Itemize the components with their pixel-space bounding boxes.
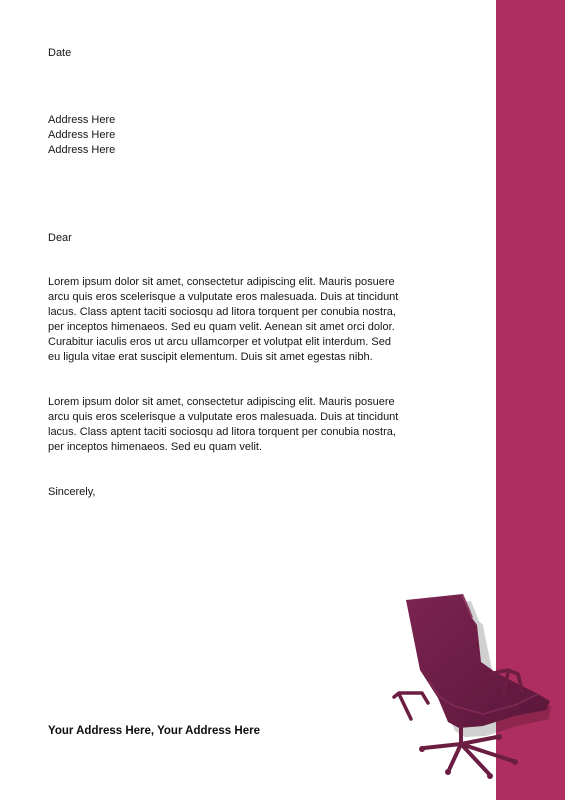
footer-address: Your Address Here, Your Address Here	[48, 725, 260, 737]
closing-line: Sincerely,	[48, 486, 96, 498]
greeting: Dear	[48, 232, 72, 244]
office-chair-icon	[386, 590, 556, 795]
date-line: Date	[48, 47, 72, 59]
chair-body	[406, 594, 550, 728]
address-line: Address Here	[48, 144, 116, 156]
address-line: Address Here	[48, 114, 116, 126]
recipient-address-block	[48, 113, 400, 158]
address-line: Address Here	[48, 129, 116, 141]
body-paragraph: Lorem ipsum dolor sit amet, consectetur adipiscing elit. Mauris posuere arcu quis eros scelerisque a vulputate eros malesuada. Duis at tincidunt lacus. Class aptent taciti sociosqu ad litora torquent per conubia nostra, per inceptos himenaeos. Sed eu quam velit.	[48, 396, 399, 453]
body-paragraph: Lorem ipsum dolor sit amet, consectetur adipiscing elit. Mauris posuere arcu quis eros scelerisque a vulputate eros malesuada. Duis at tincidunt lacus. Class aptent taciti sociosqu ad litora torquent per conubia nostra, per inceptos himenaeos. Sed eu quam velit. Aenean sit amet orci dolor. Curabitur iaculis eros ut arcu ullamcorper et volutpat elit interdum. Sed eu ligula vitae erat suscipit elementum. Duis sit amet egestas nibh.	[48, 276, 399, 363]
